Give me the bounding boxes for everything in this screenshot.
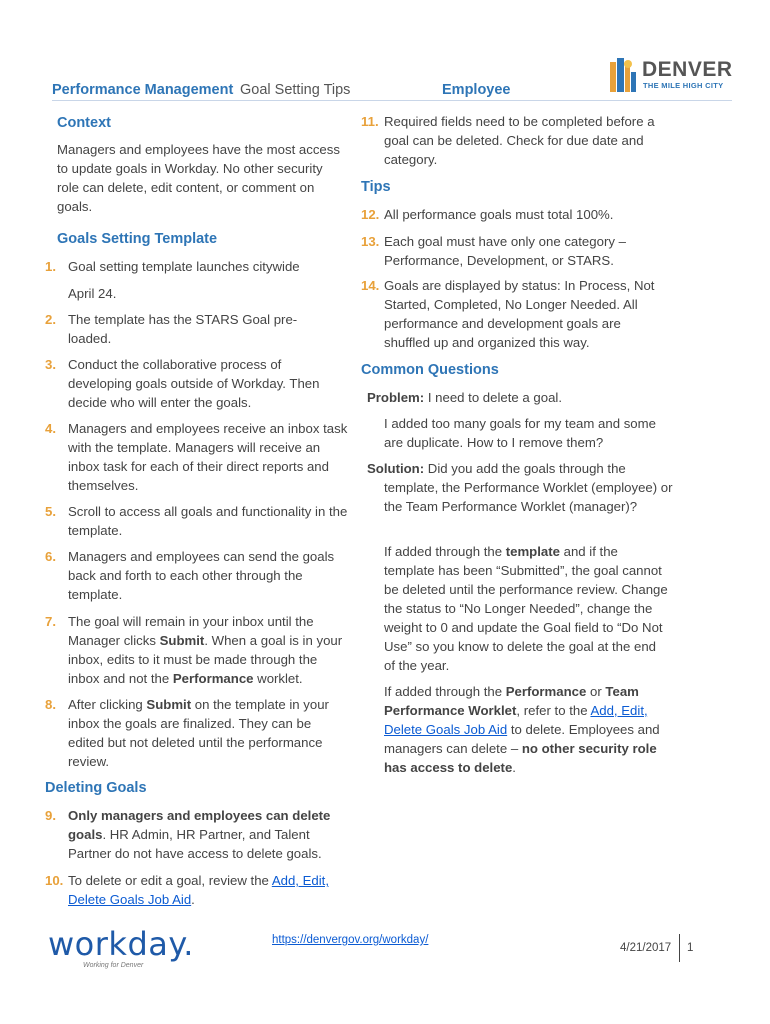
list-item: 5. Scroll to access all goals and functionality in the template.: [45, 504, 348, 538]
workday-tagline: Working for Denver: [83, 962, 144, 969]
header-subtitle: Goal Setting Tips: [240, 82, 351, 98]
list-item: 6. Managers and employees can send the goals back and forth to each other through the template.: [45, 549, 335, 602]
job-aid-link[interactable]: Add, Edit, Delete Goals Job Aid: [384, 703, 648, 737]
workday-logo: workday.: [48, 925, 194, 963]
solution-line: Solution: Did you add the goals through the template, the Performance Worklet (employee) or the Team Performance Worklet (manager)?: [367, 461, 673, 514]
deleting-heading: Deleting Goals: [45, 780, 147, 796]
header-title: Performance Management: [52, 82, 234, 98]
list-item: 7. The goal will remain in your inbox until the Manager clicks Submit. When a goal is in your inbox, edits to it must be made through the inbox and not the Performance worklet.: [45, 614, 343, 686]
footer-divider: [679, 934, 680, 962]
problem-line: Problem: I need to delete a goal.: [367, 390, 563, 405]
list-item: 10. To delete or edit a goal, review the Add, Edit, Delete Goals Job Aid.: [45, 873, 329, 907]
list-item: 13. Each goal must have only one category – Performance, Development, or STARS.: [361, 234, 626, 268]
logo-tagline: THE MILE HIGH CITY: [643, 81, 724, 90]
list-item: 14. Goals are displayed by status: In Process, Not Started, Completed, No Longer Needed. All performance and development goals are shuffled up and organized this way.: [361, 278, 655, 350]
context-text: Managers and employees have the most access to update goals in Workday. No other security role can delete, edit content, or comment on goals.: [57, 142, 340, 214]
footer-date: 4/21/2017: [620, 942, 672, 954]
list-item: 2. The template has the STARS Goal pre-loaded.: [45, 312, 298, 346]
header-divider: [52, 100, 732, 101]
list-item: 3. Conduct the collaborative process of developing goals outside of Workday. Then decide who will enter the goals.: [45, 357, 320, 410]
header-role: Employee: [442, 82, 511, 98]
page-number: 1: [687, 942, 694, 954]
job-aid-link[interactable]: Add, Edit, Delete Goals Job Aid: [68, 873, 329, 907]
tips-heading: Tips: [361, 179, 391, 195]
denver-logo: [608, 56, 734, 96]
list-item: 11. Required fields need to be completed before a goal can be deleted. Check for due date and category.: [361, 114, 655, 167]
list-item: 9. Only managers and employees can delete goals. HR Admin, HR Partner, and Talent Partner do not have access to delete goals.: [45, 808, 331, 861]
problem-detail: I added too many goals for my team and some are duplicate. How to I remove them?: [384, 416, 656, 450]
logo-wordmark: DENVER: [642, 58, 733, 81]
solution-paragraph: If added through the Performance or Team Performance Worklet, refer to the Add, Edit, Delete Goals Job Aid to delete. Employees and managers can delete – no other security role has access to delete.: [384, 684, 660, 775]
list-item: April 24.: [68, 286, 117, 301]
common-questions-heading: Common Questions: [361, 362, 499, 378]
solution-paragraph: If added through the template and if the template has been “Submitted”, the goal cannot be deleted until the performance review. Change the status to “No Longer Needed”, change the weight to 0 and update the Goal field to “Do Not Use” so you know to delete the goal at the end of the year.: [384, 544, 668, 673]
context-heading: Context: [57, 115, 111, 131]
list-item: 8. After clicking Submit on the template in your inbox the goals are finalized. They can be edited but not deleted until the performance review.: [45, 697, 329, 769]
denver-building-icon: [608, 56, 638, 94]
footer-url-link[interactable]: https://denvergov.org/workday/: [272, 934, 429, 946]
list-item: 12. All performance goals must total 100%.: [361, 207, 614, 222]
list-item: 1. Goal setting template launches citywide: [45, 259, 300, 274]
template-heading: Goals Setting Template: [57, 231, 218, 247]
list-item: 4. Managers and employees receive an inbox task with the template. Managers will receive an inbox task for each of their direct reports and themselves.: [45, 421, 348, 493]
